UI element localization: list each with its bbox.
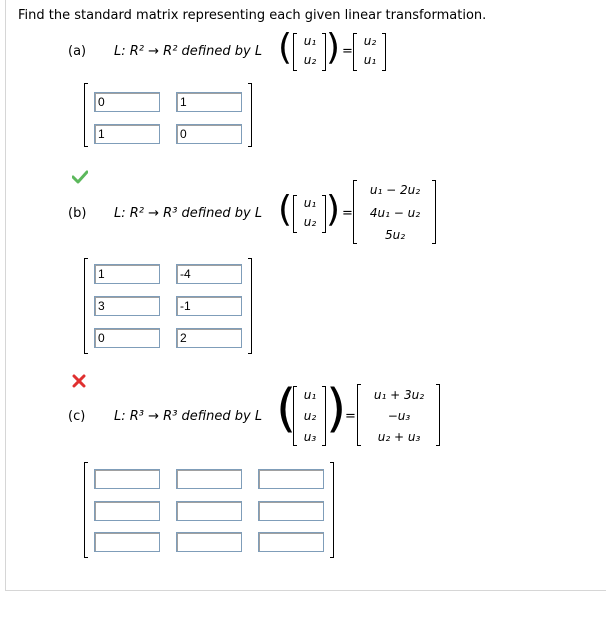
part-c-equals: = [345, 409, 356, 424]
part-a-input-bracket-left [293, 33, 297, 71]
part-c-matrix-bracket-right [330, 462, 334, 558]
part-b-input-1: u₁ [303, 196, 317, 210]
part-a-equals: = [342, 44, 353, 59]
part-c-label: (c) [68, 409, 86, 424]
part-b-entry-1-2[interactable] [176, 264, 242, 284]
part-b-close-paren: ) [326, 189, 341, 230]
part-a-matrix-bracket-right [248, 83, 252, 147]
part-a-entry-1-1[interactable] [94, 92, 160, 112]
part-a-open-paren: ( [278, 27, 293, 68]
part-c-open-paren: ( [276, 379, 297, 439]
part-a-output-2: u₁ [363, 53, 377, 67]
part-b-input-bracket-left [293, 195, 297, 233]
part-b-equals: = [342, 206, 353, 221]
part-b-label: (b) [68, 206, 87, 221]
part-c-input-bracket-left [293, 386, 297, 446]
part-a-entry-2-2[interactable] [176, 124, 242, 144]
part-c-output-3: u₂ + u₃ [377, 430, 421, 444]
part-c-input-2: u₂ [303, 409, 317, 423]
part-c-entry-1-1[interactable] [94, 469, 160, 489]
correct-check-icon [72, 170, 88, 188]
part-c-output-1: u₁ + 3u₂ [373, 388, 425, 402]
part-b-input-2: u₂ [303, 215, 317, 229]
part-b-map: L: R² → R³ defined by L [114, 206, 263, 221]
part-b-entry-2-1[interactable] [94, 296, 160, 316]
part-b-entry-3-2[interactable] [176, 328, 242, 348]
incorrect-x-icon [72, 374, 86, 392]
part-b-matrix-bracket-left [84, 258, 88, 354]
part-b-output-3: 5u₂ [384, 228, 406, 242]
part-c-input-3: u₃ [303, 430, 317, 444]
part-c-output-bracket-right [436, 384, 440, 446]
part-a-map: L: R² → R² defined by L [114, 44, 263, 59]
instruction-text: Find the standard matrix representing each given linear transformation. [18, 8, 487, 23]
part-b-entry-3-1[interactable] [94, 328, 160, 348]
part-a-output-bracket-right [382, 33, 386, 71]
part-a-label: (a) [68, 44, 87, 59]
part-a-entry-1-2[interactable] [176, 92, 242, 112]
part-a-entry-2-1[interactable] [94, 124, 160, 144]
part-b-entry-2-2[interactable] [176, 296, 242, 316]
part-a-output-1: u₂ [363, 34, 377, 48]
part-c-entry-1-2[interactable] [176, 469, 242, 489]
part-c-output-2: −u₃ [387, 409, 411, 423]
part-a-close-paren: ) [326, 27, 341, 68]
part-c-input-1: u₁ [303, 388, 317, 402]
part-b-matrix-bracket-right [248, 258, 252, 354]
part-c-entry-2-2[interactable] [176, 501, 242, 521]
part-c-entry-2-1[interactable] [94, 501, 160, 521]
part-b-output-bracket-left [353, 180, 357, 244]
part-b-output-1: u₁ − 2u₂ [369, 183, 421, 197]
part-a-input-2: u₂ [303, 53, 317, 67]
part-a-output-bracket-left [353, 33, 357, 71]
part-b-entry-1-1[interactable] [94, 264, 160, 284]
part-b-output-2: 4u₁ − u₂ [369, 206, 421, 220]
part-b-open-paren: ( [278, 189, 293, 230]
part-c-entry-3-2[interactable] [176, 532, 242, 552]
part-c-entry-3-3[interactable] [258, 532, 324, 552]
part-c-map: L: R³ → R³ defined by L [114, 409, 263, 424]
part-c-entry-2-3[interactable] [258, 501, 324, 521]
part-c-matrix-bracket-left [84, 462, 88, 558]
part-c-entry-3-1[interactable] [94, 532, 160, 552]
part-c-entry-1-3[interactable] [258, 469, 324, 489]
part-a-matrix-bracket-left [84, 83, 88, 147]
part-a-input-1: u₁ [303, 34, 317, 48]
part-c-close-paren: ) [326, 379, 347, 439]
part-b-output-bracket-right [432, 180, 436, 244]
part-c-output-bracket-left [357, 384, 361, 446]
